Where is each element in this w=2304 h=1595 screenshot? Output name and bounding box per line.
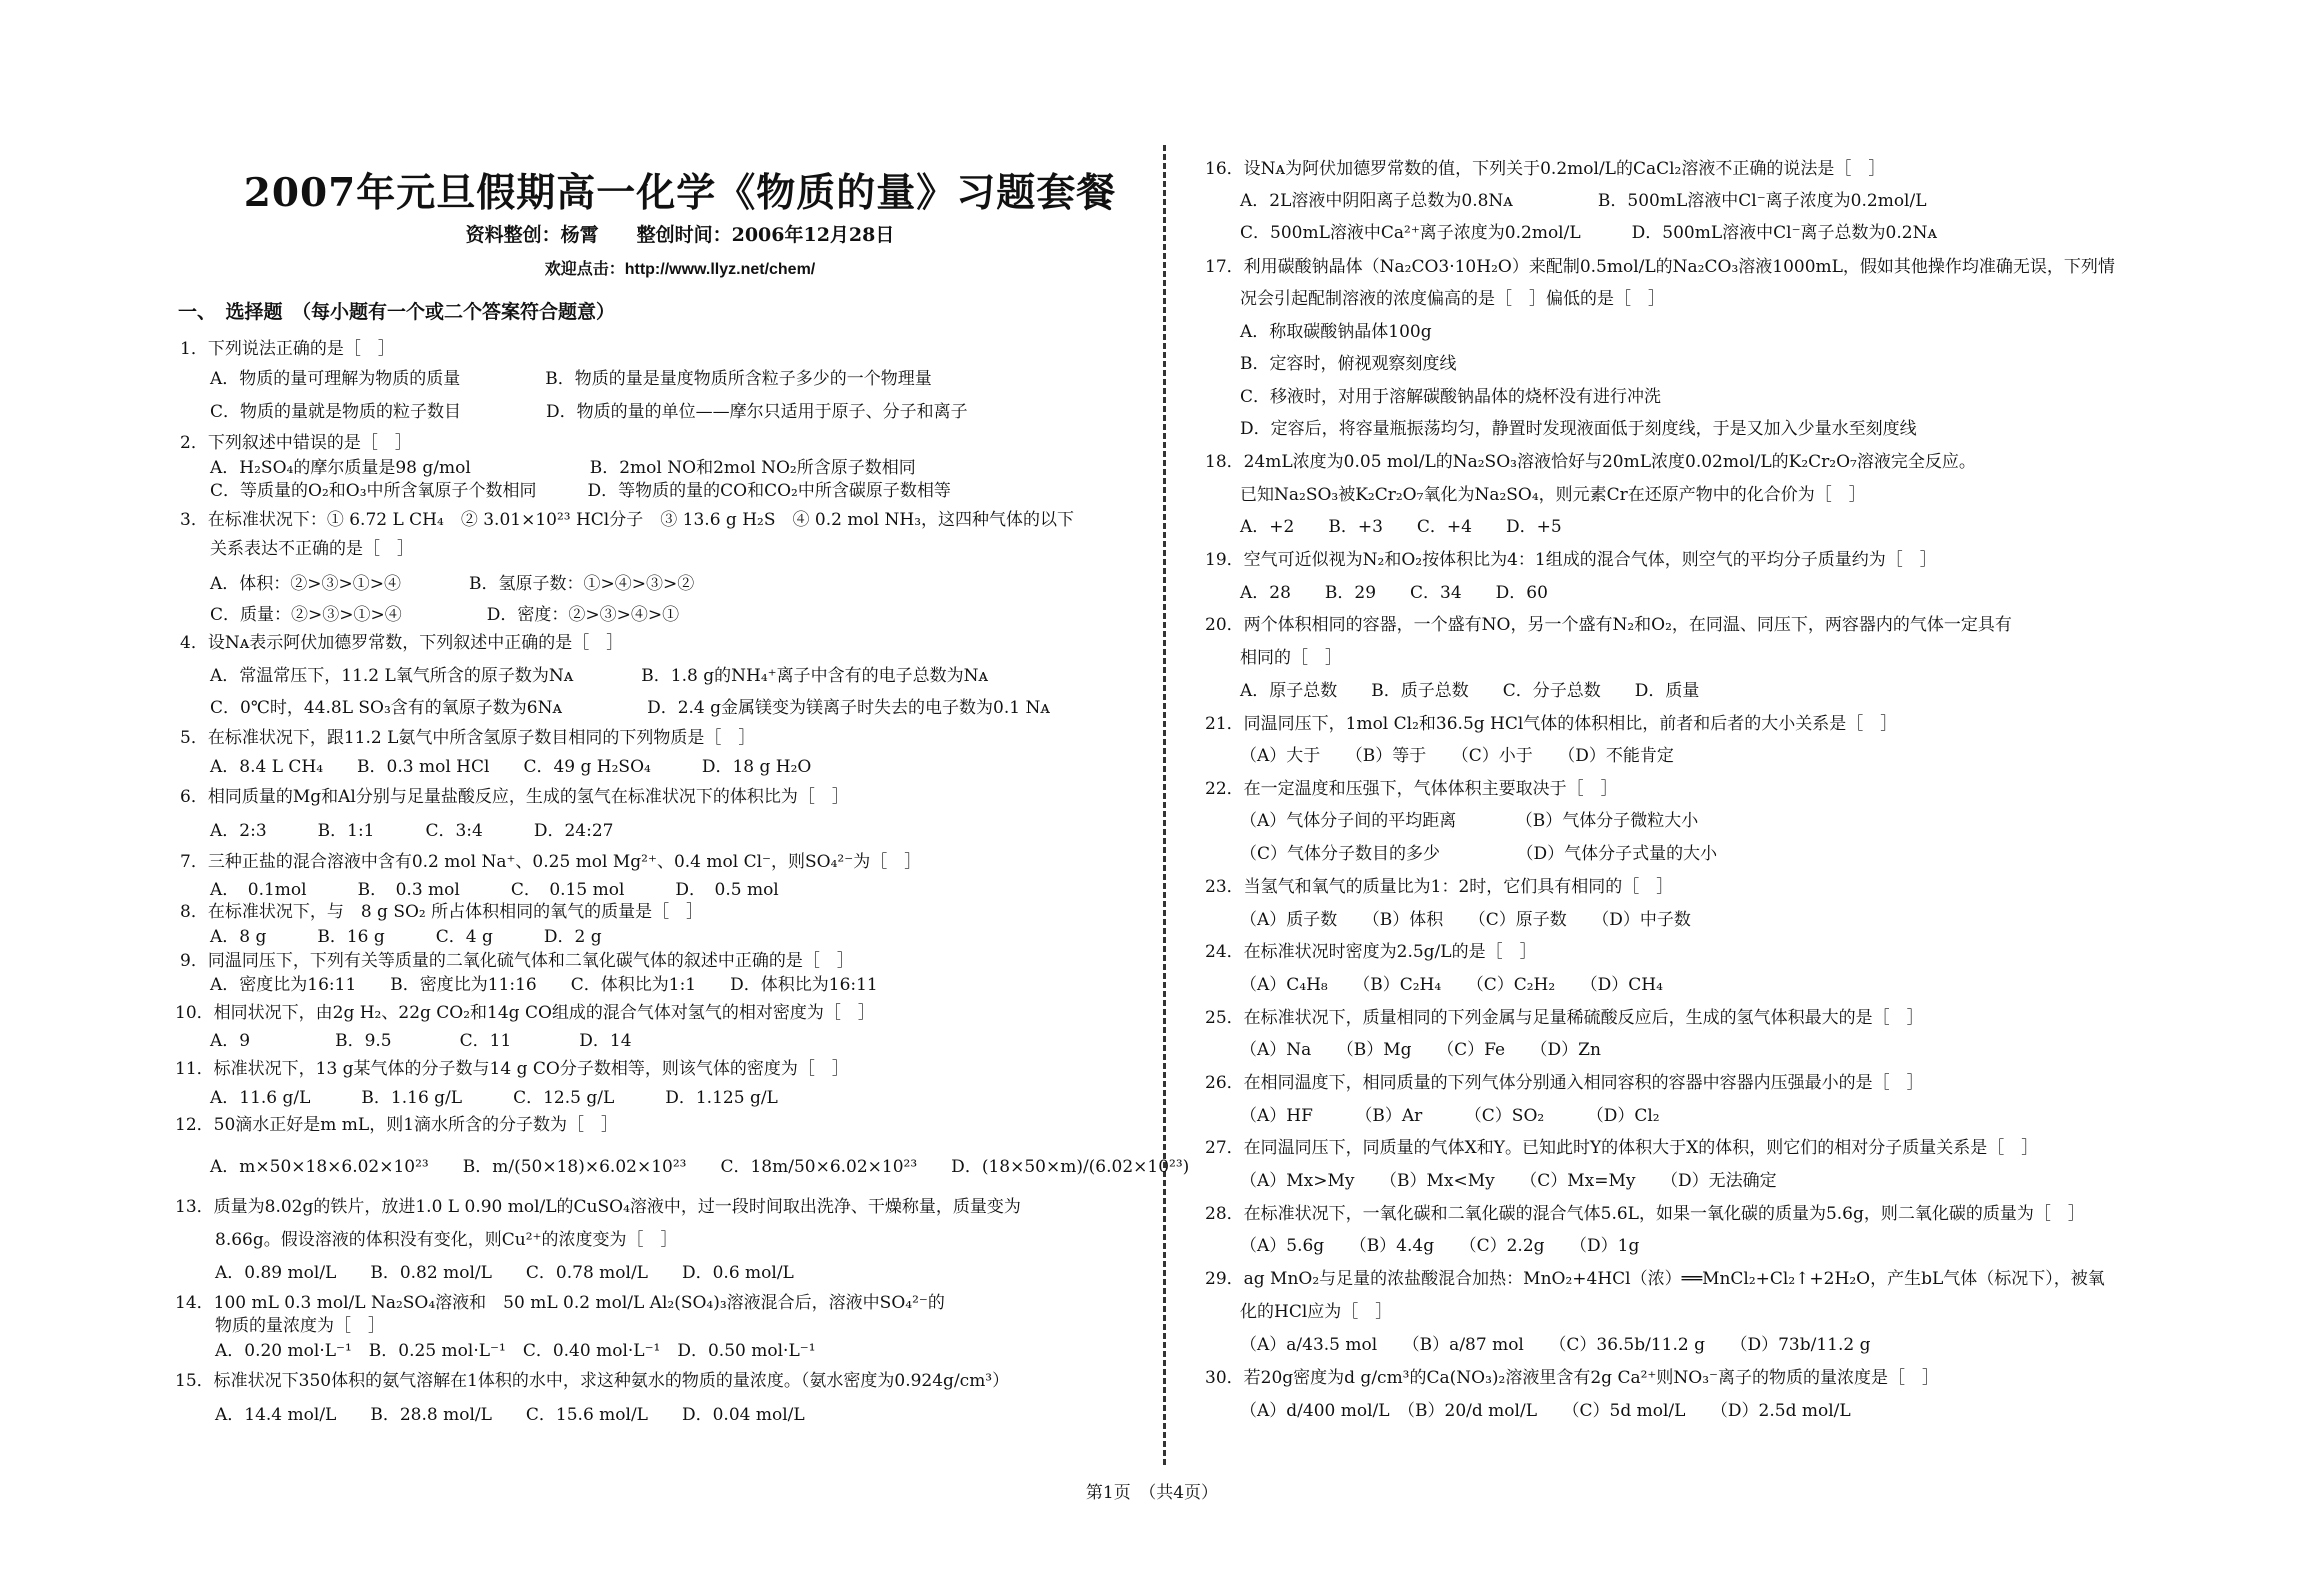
left-question-line: 6．相同质量的Mg和Al分别与足量盐酸反应，生成的氢气在标准状况下的体积比为［ ］ <box>180 787 849 807</box>
left-question-line: 12．50滴水正好是m mL，则1滴水所含的分子数为［ ］ <box>175 1115 619 1135</box>
right-question-line: 相同的［ ］ <box>1240 648 1342 668</box>
left-question-line: 8.66g。假设溶液的体积没有变化，则Cu²⁺的浓度变为［ ］ <box>215 1230 678 1250</box>
right-question-line: A．+2 B．+3 C．+4 D．+5 <box>1240 517 1562 537</box>
left-question-line: C．等质量的O₂和O₃中所含氧原子个数相同 D．等物质的量的CO和CO₂中所含碳原子数相等 <box>210 481 951 501</box>
left-question-line: 3．在标准状况下：① 6.72 L CH₄ ② 3.01×10²³ HCl分子 ③ 13.6 g H₂S ④ 0.2 mol NH₃，这四种气体的以下 <box>180 510 1075 530</box>
right-question-line: 29．ag MnO₂与足量的浓盐酸混合加热：MnO₂+4HCl（浓）══MnCl₂+Cl₂↑+2H₂O，产生bL气体（标况下），被氧 <box>1205 1269 2105 1289</box>
left-question-line: A．11.6 g/L B．1.16 g/L C．12.5 g/L D．1.125 g/L <box>210 1088 778 1108</box>
left-question-line: 15．标准状况下350体积的氨气溶解在1体积的水中，求这种氨水的物质的量浓度。（氨水密度为0.924g/cm³） <box>175 1371 1010 1391</box>
right-question-line: 已知Na₂SO₃被K₂Cr₂O₇氧化为Na₂SO₄，则元素Cr在还原产物中的化合价为［ ］ <box>1240 485 1866 505</box>
right-question-line: 28．在标准状况下，一氧化碳和二氧化碳的混合气体5.6L，如果一氧化碳的质量为5.6g，则二氧化碳的质量为［ ］ <box>1205 1204 2085 1224</box>
right-question-line: （A）质子数 （B）体积 （C）原子数 （D）中子数 <box>1240 910 1691 930</box>
right-question-line: （A）C₄H₈ （B）C₂H₄ （C）C₂H₂ （D）CH₄ <box>1240 975 1663 995</box>
right-question-line: A．称取碳酸钠晶体100g <box>1240 322 1432 342</box>
column-divider <box>1163 145 1166 1465</box>
right-question-line: 18．24mL浓度为0.05 mol/L的Na₂SO₃溶液恰好与20mL浓度0.02mol/L的K₂Cr₂O₇溶液完全反应。 <box>1205 452 1976 472</box>
right-question-line: 27．在同温同压下，同质量的气体X和Y。已知此时Y的体积大于X的体积，则它们的相对分子质量关系是［ ］ <box>1205 1138 2039 1158</box>
left-question-line: A．8.4 L CH₄ B．0.3 mol HCl C．49 g H₂SO₄ D．18 g H₂O <box>210 757 812 777</box>
left-question-line: A．0.89 mol/L B．0.82 mol/L C．0.78 mol/L D．0.6 mol/L <box>215 1263 794 1283</box>
left-question-line: C．物质的量就是物质的粒子数目 D．物质的量的单位——摩尔只适用于原子、分子和离子 <box>210 402 968 422</box>
left-question-line: A．14.4 mol/L B．28.8 mol/L C．15.6 mol/L D．0.04 mol/L <box>215 1405 805 1425</box>
left-question-line: A．物质的量可理解为物质的质量 B．物质的量是量度物质所含粒子多少的一个物理量 <box>210 369 932 389</box>
right-question-line: 20．两个体积相同的容器，一个盛有NO，另一个盛有N₂和O₂，在同温、同压下，两容器内的气体一定具有 <box>1205 615 2012 635</box>
right-question-line: C．移液时，对用于溶解碳酸钠晶体的烧杯没有进行冲洗 <box>1240 387 1662 407</box>
right-question-line: （A）Na （B）Mg （C）Fe （D）Zn <box>1240 1040 1601 1060</box>
left-question-line: 5．在标准状况下，跟11.2 L氨气中所含氢原子数目相同的下列物质是［ ］ <box>180 728 756 748</box>
right-question-line: （A）a/43.5 mol （B）a/87 mol （C）36.5b/11.2 g （D）73b/11.2 g <box>1240 1335 1871 1355</box>
right-question-line: 23．当氢气和氧气的质量比为1：2时，它们具有相同的［ ］ <box>1205 877 1674 897</box>
right-question-line: B．定容时，俯视观察刻度线 <box>1240 354 1457 374</box>
right-question-line: 24．在标准状况时密度为2.5g/L的是［ ］ <box>1205 942 1537 962</box>
right-question-line: A．2L溶液中阴阳离子总数为0.8Nᴀ B．500mL溶液中Cl⁻离子浓度为0.2mol/L <box>1240 191 1927 211</box>
left-question-line: A． 0.1mol B． 0.3 mol C． 0.15 mol D． 0.5 mol <box>210 880 779 900</box>
right-question-line: 25．在标准状况下，质量相同的下列金属与足量稀硫酸反应后，生成的氢气体积最大的是［ ］ <box>1205 1008 1924 1028</box>
left-question-line: 8．在标准状况下，与 8 g SO₂ 所占体积相同的氧气的质量是［ ］ <box>180 902 704 922</box>
right-question-line: 17．利用碳酸钠晶体（Na₂CO3·10H₂O）来配制0.5mol/L的Na₂CO₃溶液1000mL，假如其他操作均准确无误，下列情 <box>1205 257 2115 277</box>
left-question-line: 13．质量为8.02g的铁片，放进1.0 L 0.90 mol/L的CuSO₄溶液中，过一段时间取出洗净、干燥称量，质量变为 <box>175 1197 1021 1217</box>
left-question-line: A．m×50×18×6.02×10²³ B．m/(50×18)×6.02×10²³ C．18m/50×6.02×10²³ D．(18×50×m)/(6.02×10²³) <box>210 1157 1190 1177</box>
left-question-line: 2．下列叙述中错误的是［ ］ <box>180 433 412 453</box>
right-question-line: 30．若20g密度为d g/cm³的Ca(NO₃)₂溶液里含有2g Ca²⁺则NO₃⁻离子的物质的量浓度是［ ］ <box>1205 1368 1939 1388</box>
right-question-line: 21．同温同压下，1mol Cl₂和36.5g HCl气体的体积相比，前者和后者的大小关系是［ ］ <box>1205 714 1898 734</box>
left-question-line: 11．标准状况下，13 g某气体的分子数与14 g CO分子数相等，则该气体的密度为［ ］ <box>175 1059 849 1079</box>
source-link[interactable]: 欢迎点击：http://www.llyz.net/chem/ <box>544 261 816 278</box>
left-question-line: 4．设Nᴀ表示阿伏加德罗常数，下列叙述中正确的是［ ］ <box>180 633 624 653</box>
right-question-line: 26．在相同温度下，相同质量的下列气体分别通入相同容积的容器中容器内压强最小的是［ ］ <box>1205 1073 1924 1093</box>
left-question-line: A．密度比为16:11 B．密度比为11:16 C．体积比为1:1 D．体积比为16:11 <box>210 975 878 995</box>
left-question-line: C．质量：②>③>①>④ D．密度：②>③>④>① <box>210 605 680 625</box>
left-question-line: 14．100 mL 0.3 mol/L Na₂SO₄溶液和 50 mL 0.2 mol/L Al₂(SO₄)₃溶液混合后，溶液中SO₄²⁻的 <box>175 1293 945 1313</box>
left-question-line: 物质的量浓度为［ ］ <box>215 1316 385 1336</box>
right-question-line: A．原子总数 B．质子总数 C．分子总数 D．质量 <box>1240 681 1700 701</box>
right-question-line: A．28 B．29 C．34 D．60 <box>1240 583 1548 603</box>
page-title: 2007年元旦假期高一化学《物质的量》习题套餐 <box>243 170 1117 216</box>
left-question-line: A．常温常压下，11.2 L氧气所含的原子数为Nᴀ B．1.8 g的NH₄⁺离子中含有的电子总数为Nᴀ <box>210 666 989 686</box>
left-question-line: A．0.20 mol·L⁻¹ B．0.25 mol·L⁻¹ C．0.40 mol·L⁻¹ D．0.50 mol·L⁻¹ <box>215 1341 816 1361</box>
right-question-line: （A）大于 （B）等于 （C）小于 （D）不能肯定 <box>1240 746 1674 766</box>
right-question-line: （A）5.6g （B）4.4g （C）2.2g （D）1g <box>1240 1236 1640 1256</box>
author-meta: 资料整创：杨霄 整创时间：2006年12月28日 <box>465 224 895 246</box>
right-question-line: 16．设Nᴀ为阿伏加德罗常数的值，下列关于0.2mol/L的CaCl₂溶液不正确的说法是［ ］ <box>1205 159 1886 179</box>
right-question-line: 22．在一定温度和压强下，气体体积主要取决于［ ］ <box>1205 779 1618 799</box>
left-question-line: A．2:3 B．1:1 C．3:4 D．24:27 <box>210 821 614 841</box>
left-question-line: A．H₂SO₄的摩尔质量是98 g/mol B．2mol NO和2mol NO₂所含原子数相同 <box>210 458 916 478</box>
left-question-line: 10．相同状况下，由2g H₂、22g CO₂和14g CO组成的混合气体对氢气的相对密度为［ ］ <box>175 1003 875 1023</box>
right-question-line: （A）HF （B）Ar （C）SO₂ （D）Cl₂ <box>1240 1106 1660 1126</box>
left-question-line: 7．三种正盐的混合溶液中含有0.2 mol Na⁺、0.25 mol Mg²⁺、0.4 mol Cl⁻，则SO₄²⁻为［ ］ <box>180 852 922 872</box>
right-question-line: （C）气体分子数目的多少 （D）气体分子式量的大小 <box>1240 844 1718 864</box>
section-heading: 一、 选择题 （每小题有一个或二个答案符合题意） <box>178 301 616 323</box>
right-question-line: D．定容后，将容量瓶振荡均匀，静置时发现液面低于刻度线，于是又加入少量水至刻度线 <box>1240 419 1917 439</box>
left-question-line: 9．同温同压下，下列有关等质量的二氧化硫气体和二氧化碳气体的叙述中正确的是［ ］ <box>180 951 854 971</box>
left-question-line: A．体积：②>③>①>④ B．氢原子数：①>④>③>② <box>210 574 695 594</box>
left-question-line: 1．下列说法正确的是［ ］ <box>180 339 395 359</box>
right-question-line: （A）气体分子间的平均距离 （B）气体分子微粒大小 <box>1240 811 1699 831</box>
left-question-line: A．8 g B．16 g C．4 g D．2 g <box>210 927 602 947</box>
right-question-line: 化的HCl应为［ ］ <box>1240 1302 1393 1322</box>
right-question-line: （A）d/400 mol/L （B）20/d mol/L （C）5d mol/L （D）2.5d mol/L <box>1240 1401 1851 1421</box>
right-question-line: 19．空气可近似视为N₂和O₂按体积比为4：1组成的混合气体，则空气的平均分子质量约为［ ］ <box>1205 550 1937 570</box>
right-question-line: （A）Mx>My （B）Mx<My （C）Mx=My （D）无法确定 <box>1240 1171 1777 1191</box>
page-footer: 第1页 （共4页） <box>1085 1483 1219 1503</box>
left-question-line: 关系表达不正确的是［ ］ <box>210 539 414 559</box>
left-question-line: A．9 B．9.5 C．11 D．14 <box>210 1031 632 1051</box>
right-question-line: C．500mL溶液中Ca²⁺离子浓度为0.2mol/L D．500mL溶液中Cl⁻离子总数为0.2Nᴀ <box>1240 223 1938 243</box>
left-question-line: C．0℃时，44.8L SO₃含有的氧原子数为6Nᴀ D．2.4 g金属镁变为镁离子时失去的电子数为0.1 Nᴀ <box>210 698 1050 718</box>
right-question-line: 况会引起配制溶液的浓度偏高的是［ ］偏低的是［ ］ <box>1240 289 1665 309</box>
